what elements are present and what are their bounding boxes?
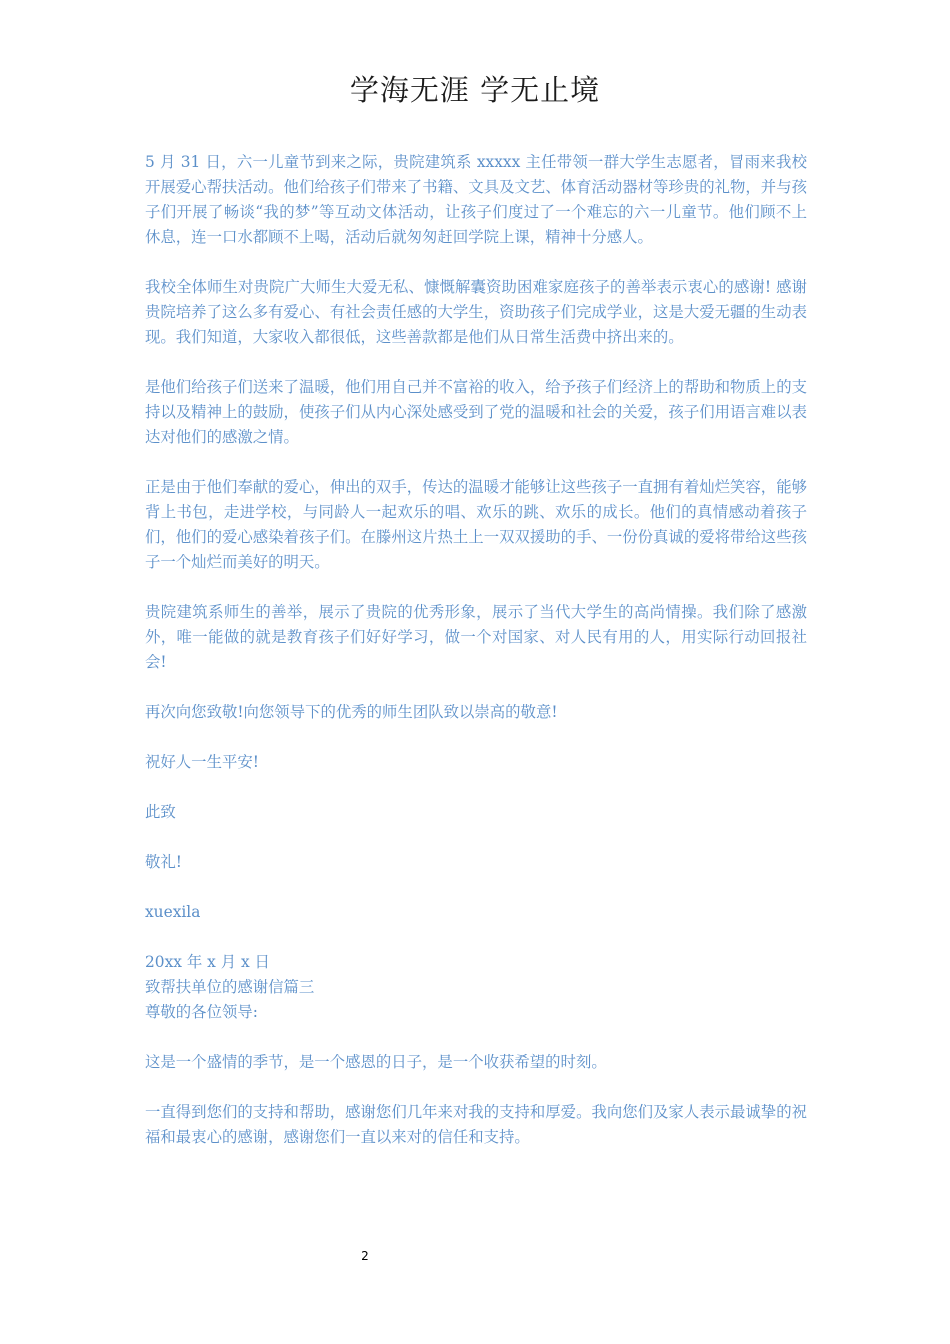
paragraph: 再次向您致敬!向您领导下的优秀的师生团队致以崇高的敬意! xyxy=(145,703,558,721)
date-line: 20xx 年 x 月 x 日 xyxy=(145,953,270,971)
paragraph: 5 月 31 日，六一儿童节到来之际，贵院建筑系 xxxxx 主任带领一群大学生志愿者，冒雨来我校开展爱心帮扶活动。他们给孩子们带来了书籍、文具及文艺、体育活动器材等珍贵的礼物，并与孩子们开展了畅谈“我的梦”等互动文体活动，让孩子们度过了一个难忘的六一儿童节。他们顾不上休息，连一口水都顾不上喝，活动后就匆匆赶回学院上课，精神十分感人。 xyxy=(145,153,807,246)
paragraph: 敬礼! xyxy=(145,853,182,871)
section-heading: 致帮扶单位的感谢信篇三 xyxy=(145,978,315,996)
paragraph: 正是由于他们奉献的爱心，伸出的双手，传达的温暖才能够让这些孩子一直拥有着灿烂笑容，能够背上书包，走进学校，与同龄人一起欢乐的唱、欢乐的跳、欢乐的成长。他们的真情感动着孩子们，他们的爱心感染着孩子们。在滕州这片热土上一双双援助的手、一份份真诚的爱将带给这些孩子一个灿烂而美好的明天。 xyxy=(145,478,807,571)
paragraph: 此致 xyxy=(145,803,176,821)
letter-body xyxy=(145,150,807,1175)
salutation: 尊敬的各位领导: xyxy=(145,1003,258,1021)
paragraph: 一直得到您们的支持和帮助，感谢您们几年来对我的支持和厚爱。我向您们及家人表示最诚挚的祝福和最衷心的感谢，感谢您们一直以来对的信任和支持。 xyxy=(145,1103,807,1146)
paragraph: 贵院建筑系师生的善举，展示了贵院的优秀形象，展示了当代大学生的高尚情操。我们除了感激外，唯一能做的就是教育孩子们好好学习，做一个对国家、对人民有用的人，用实际行动回报社会! xyxy=(145,603,807,671)
paragraph: 是他们给孩子们送来了温暖，他们用自己并不富裕的收入，给予孩子们经济上的帮助和物质上的支持以及精神上的鼓励，使孩子们从内心深处感受到了党的温暖和社会的关爱，孩子们用语言难以表达对他们的感激之情。 xyxy=(145,378,807,446)
paragraph: 祝好人一生平安! xyxy=(145,753,259,771)
signature: xuexila xyxy=(145,903,201,921)
page-header-title: 学海无涯 学无止境 xyxy=(349,73,601,107)
paragraph: 我校全体师生对贵院广大师生大爱无私、慷慨解囊资助困难家庭孩子的善举表示衷心的感谢! 感谢贵院培养了这么多有爱心、有社会责任感的大学生，资助孩子们完成学业，这是大爱无疆的生动表现。我们知道，大家收入都很低，这些善款都是他们从日常生活费中挤出来的。 xyxy=(145,278,807,346)
paragraph: 这是一个盛情的季节，是一个感恩的日子，是一个收获希望的时刻。 xyxy=(145,1053,607,1071)
page-number: 2 xyxy=(361,1249,369,1263)
